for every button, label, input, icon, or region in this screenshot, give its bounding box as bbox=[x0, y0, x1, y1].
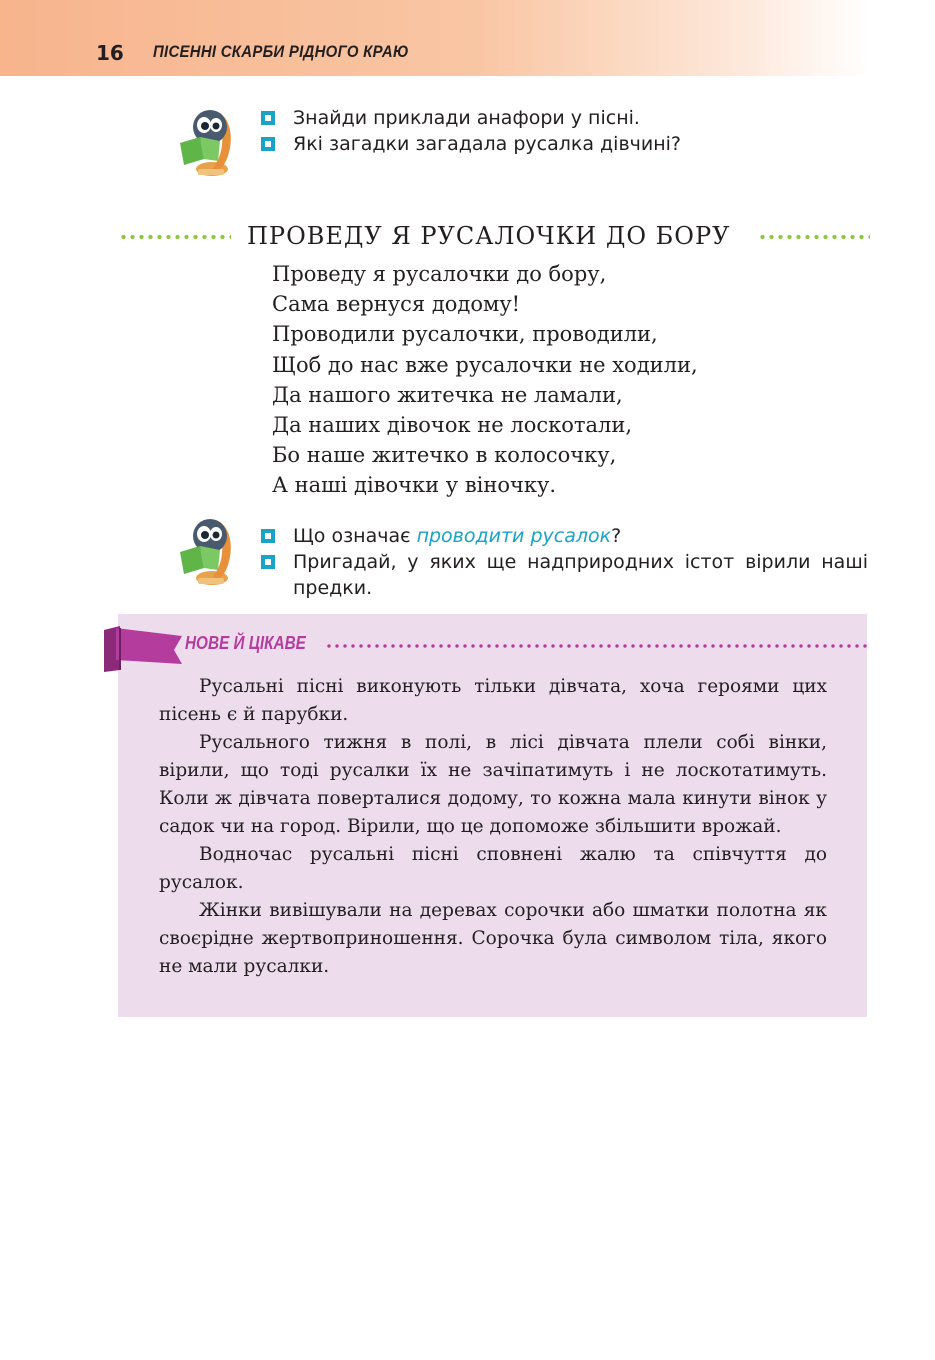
reading-mascot-icon bbox=[176, 512, 238, 592]
square-bullet-icon bbox=[261, 137, 275, 151]
poem-line: Проведу я русалочки до бору, bbox=[272, 262, 607, 286]
poem-text bbox=[272, 259, 698, 501]
poem-line: Бо наше житечко в колосочку, bbox=[272, 443, 617, 468]
page-number: 16 bbox=[96, 41, 124, 65]
info-paragraph: Жінки вивішували на деревах сорочки або шматки полотна як своєрідне жертвоприношення. Сорочка була символом тіла, якого не мали русалки. bbox=[159, 900, 827, 977]
questions-list-bottom bbox=[260, 523, 868, 601]
list-item bbox=[260, 105, 868, 131]
poem-line: Проводили русалочки, проводили, bbox=[272, 322, 658, 347]
poem-line: Сама вернуся додому! bbox=[272, 292, 521, 317]
list-item bbox=[260, 549, 868, 601]
page-header bbox=[0, 0, 870, 76]
poem-line: А наші дівочки у віночку. bbox=[272, 473, 557, 498]
info-paragraph: Русальні пісні виконують тільки дівчата, хоча героями цих пісень є й парубки. bbox=[159, 676, 827, 725]
question-anaphora: Знайди приклади анафори у пісні. bbox=[293, 107, 640, 129]
square-bullet-icon bbox=[261, 555, 275, 569]
poem-line: Да наших дівочок не лоскотали, bbox=[272, 413, 633, 438]
ribbon-flag-icon bbox=[98, 624, 188, 674]
divider-dots-right bbox=[758, 234, 870, 240]
info-box-dots bbox=[325, 643, 867, 649]
question-meaning-suffix: ? bbox=[611, 525, 622, 547]
chapter-title: ПІСЕННІ СКАРБИ РІДНОГО КРАЮ bbox=[153, 42, 409, 61]
question-riddles: Які загадки загадала русалка дівчині? bbox=[293, 133, 682, 155]
question-meaning-prefix: Що означає bbox=[293, 525, 417, 547]
question-ancestors: Пригадай, у яких ще надприродних істот вірили наші предки. bbox=[293, 551, 868, 599]
square-bullet-icon bbox=[261, 529, 275, 543]
divider-dots-left bbox=[119, 234, 231, 240]
square-bullet-icon bbox=[261, 111, 275, 125]
info-paragraph: Русального тижня в полі, в лісі дівчата плели собі вінки, вірили, що тоді русалки їх не зачіпатимуть і не лоскотатимуть. Коли ж дівчата поверталися додому, то кожна мала кинути вінок у садок чи на город. Вірили, що це допоможе збільшити врожай. bbox=[159, 732, 827, 837]
info-box-title: НОВЕ Й ЦІКАВЕ bbox=[185, 633, 306, 653]
reading-mascot-icon bbox=[176, 103, 238, 183]
info-box-text bbox=[159, 673, 827, 981]
poem-line: Да нашого житечка не ламали, bbox=[272, 382, 623, 407]
info-paragraph: Водночас русальні пісні сповнені жалю та співчуття до русалок. bbox=[159, 844, 827, 893]
questions-list-top bbox=[260, 105, 868, 157]
poem-title: ПРОВЕДУ Я РУСАЛОЧКИ ДО БОРУ bbox=[247, 222, 731, 250]
list-item bbox=[260, 523, 868, 549]
list-item bbox=[260, 131, 868, 157]
question-meaning-term: проводити русалок bbox=[416, 525, 612, 547]
poem-line: Щоб до нас вже русалочки не ходили, bbox=[272, 352, 698, 377]
